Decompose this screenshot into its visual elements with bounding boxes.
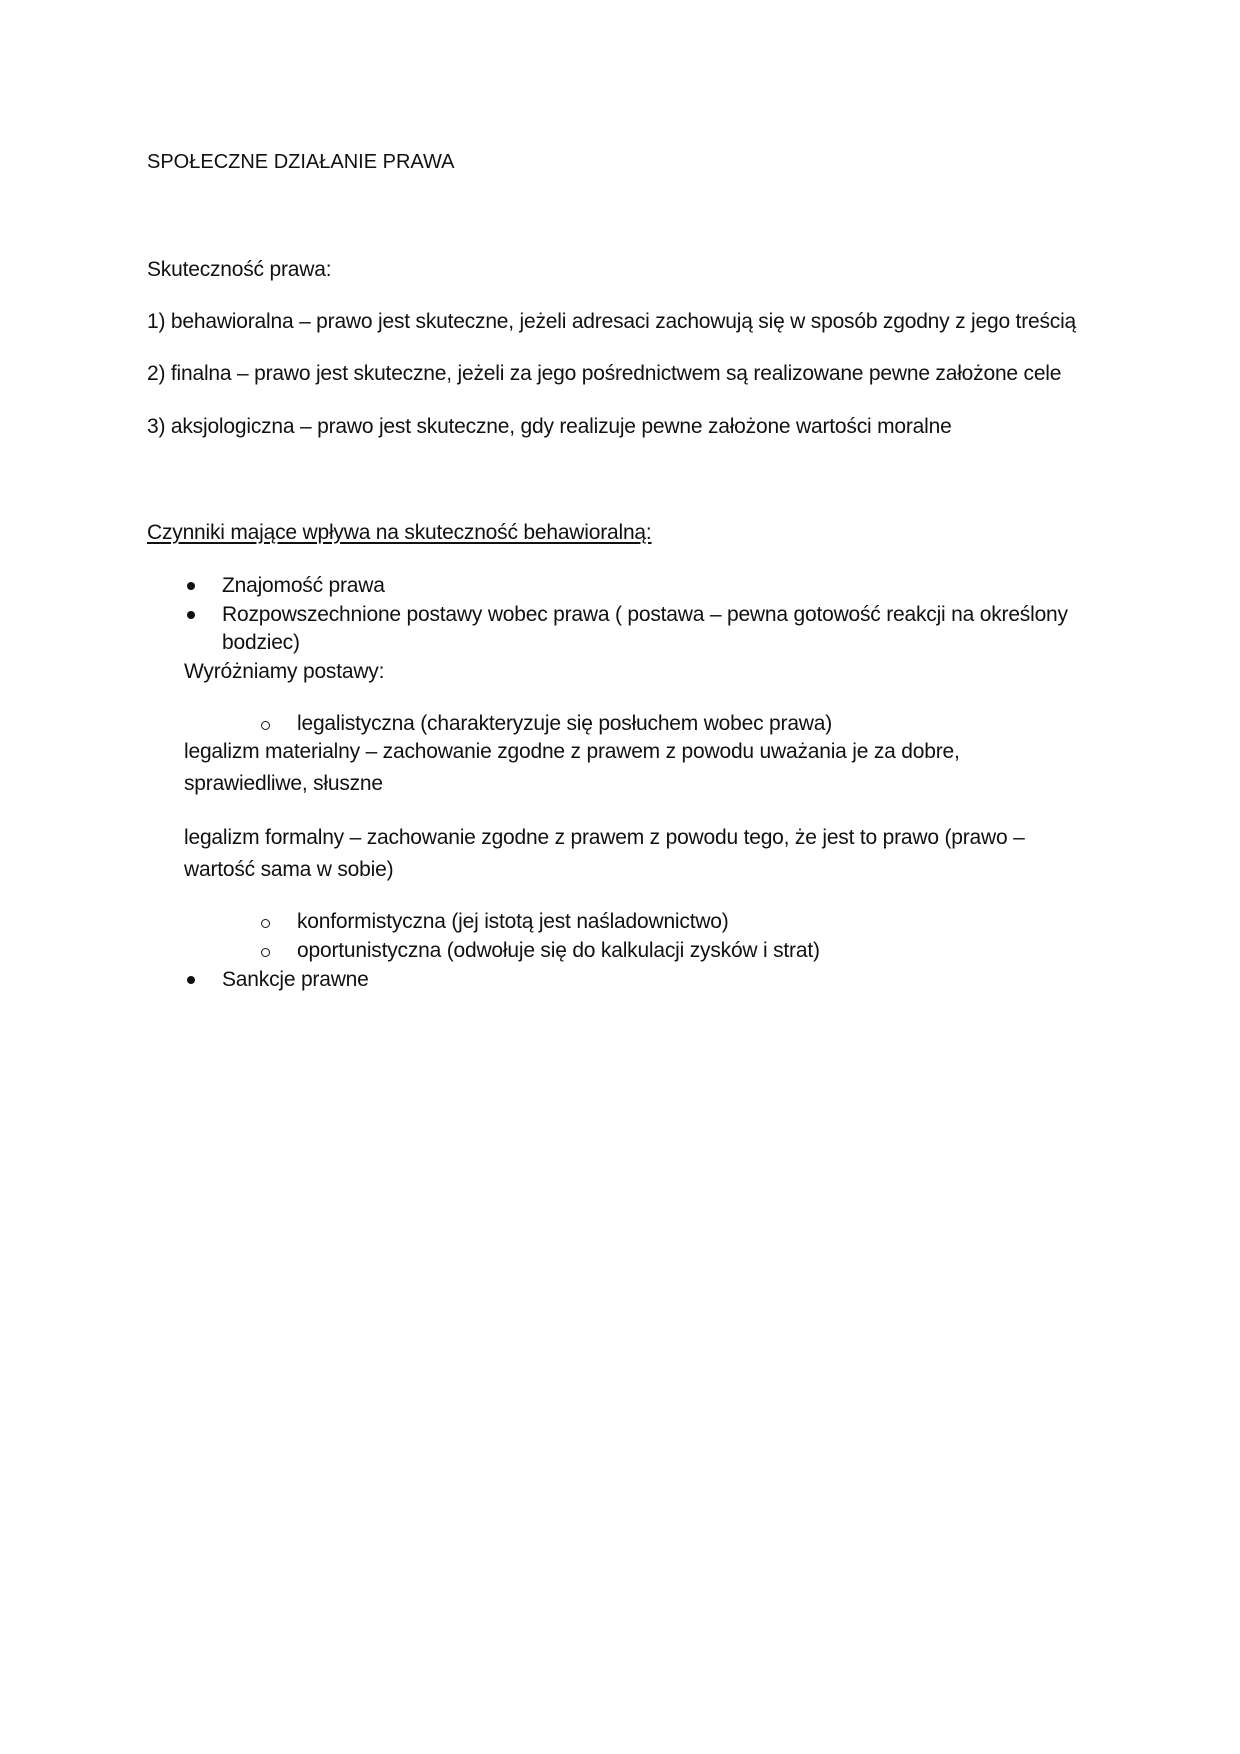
legalizm-formalny-line1: legalizm formalny – zachowanie zgodne z prawem z powodu tego, że jest to prawo (prawo – (184, 826, 1025, 849)
subitem-oportunistyczna: oportunistyczna (odwołuje się do kalkulacji zysków i strat) (297, 939, 820, 962)
circle-bullet-icon (261, 948, 270, 957)
section-heading-skutecznosc: Skuteczność prawa: (147, 258, 332, 281)
list-item-behawioralna: 1) behawioralna – prawo jest skuteczne, jeżeli adresaci zachowują się w sposób zgodny z jego treścią (147, 310, 1077, 333)
postawy-intro: Wyróżniamy postawy: (184, 660, 385, 683)
circle-bullet-icon (261, 721, 270, 730)
bullet-item-sankcje: Sankcje prawne (222, 968, 369, 991)
subitem-konformistyczna: konformistyczna (jej istotą jest naśladownictwo) (297, 910, 729, 933)
document-title: SPOŁECZNE DZIAŁANIE PRAWA (147, 151, 455, 173)
bullet-icon (187, 582, 195, 590)
bullet-item-postawy-line2: bodziec) (222, 631, 300, 654)
bullet-icon (187, 976, 195, 984)
bullet-item-znajomosc: Znajomość prawa (222, 574, 385, 597)
legalizm-materialny-line2: sprawiedliwe, słuszne (184, 772, 383, 795)
circle-bullet-icon (261, 919, 270, 928)
legalizm-materialny-line1: legalizm materialny – zachowanie zgodne z prawem z powodu uważania je za dobre, (184, 740, 960, 763)
legalizm-formalny-line2: wartość sama w sobie) (184, 858, 394, 881)
section-heading-czynniki: Czynniki mające wpływa na skuteczność behawioralną: (147, 521, 652, 544)
list-item-aksjologiczna: 3) aksjologiczna – prawo jest skuteczne, gdy realizuje pewne założone wartości moralne (147, 415, 952, 438)
list-item-finalna: 2) finalna – prawo jest skuteczne, jeżeli za jego pośrednictwem są realizowane pewne założone cele (147, 362, 1062, 385)
subitem-legalistyczna: legalistyczna (charakteryzuje się posłuchem wobec prawa) (297, 712, 833, 735)
bullet-icon (187, 611, 195, 619)
bullet-item-postawy-line1: Rozpowszechnione postawy wobec prawa ( postawa – pewna gotowość reakcji na określony (222, 603, 1068, 626)
